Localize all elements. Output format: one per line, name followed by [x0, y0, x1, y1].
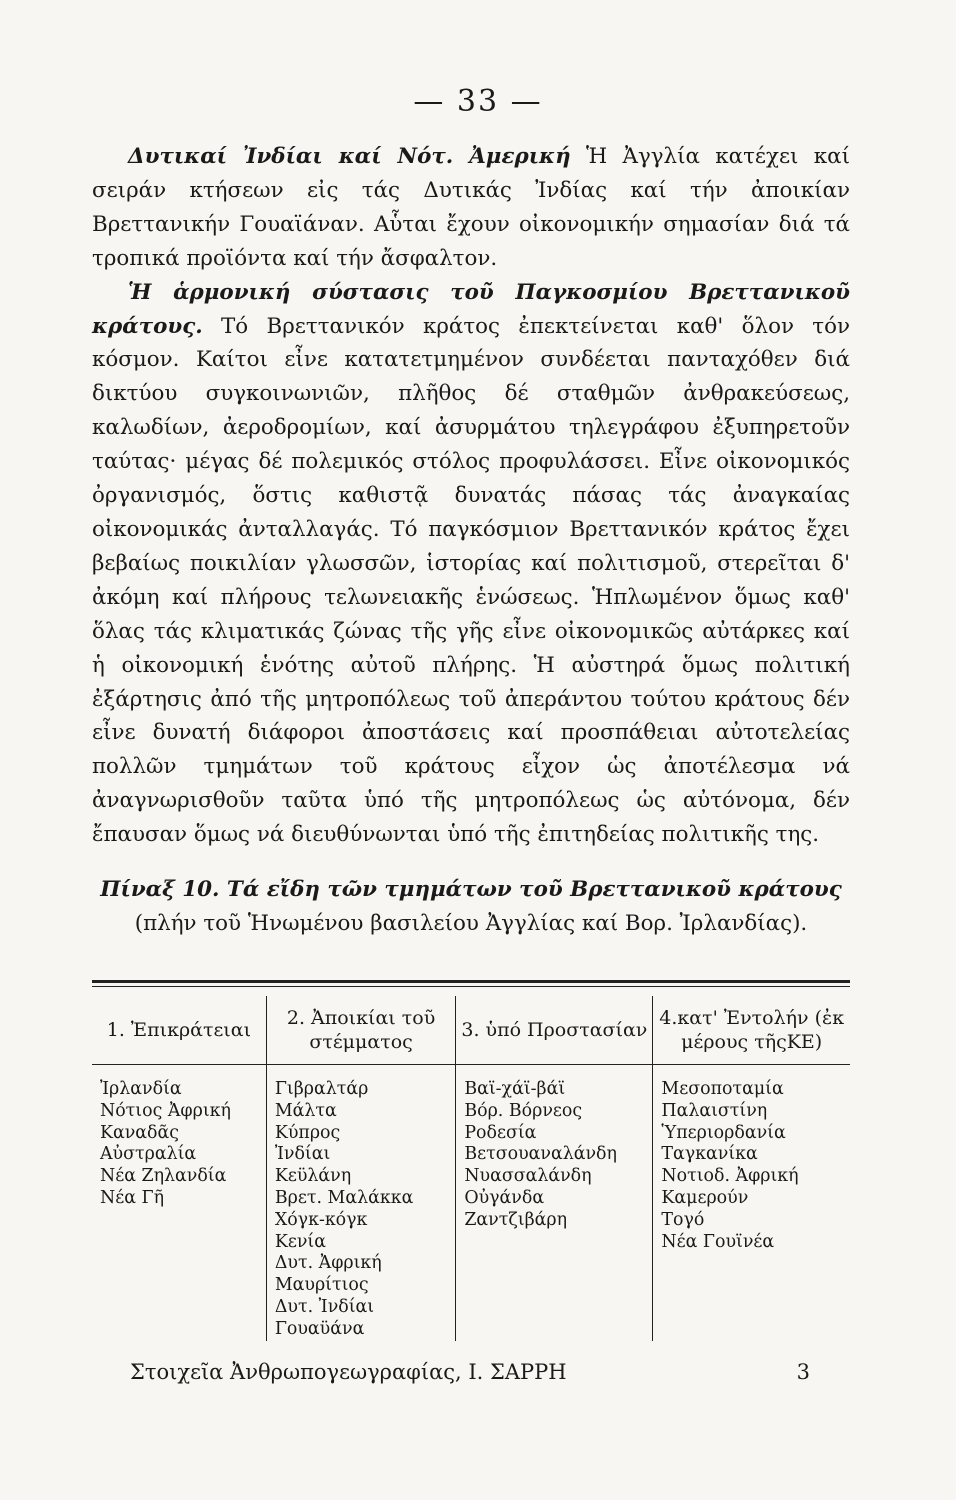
list-item: Γουαϋάνα: [274, 1318, 365, 1339]
list-item: Βόρ. Βόρνεος: [464, 1100, 583, 1121]
list-item: Μεσοποταμία: [661, 1079, 784, 1099]
list-item: Καμερούν: [661, 1187, 749, 1208]
table-top-rule-thin: [92, 986, 850, 987]
table-row: [92, 1065, 850, 1341]
list-item: Δυτ. Ἀφρική: [274, 1253, 382, 1274]
header-mandates: 4.κατ' Ἐντολήν (ἐκ μέρους τῆςΚΕ): [653, 996, 850, 1065]
list-item: Ἰνδίαι: [274, 1144, 331, 1165]
list-item: Νότιος Ἀφρική: [100, 1100, 231, 1121]
list-item: Ἰρλανδία: [100, 1079, 182, 1099]
paragraph-body: Τό Βρεττανικόν κράτος ἐπεκτείνεται καθ' ὅλον τόν κόσμον. Καίτοι εἶνε κατατετμημένον συνδέεται πανταχόθεν διά δικτύου συγκοινωνιῶν, πλῆθος δέ σταθμῶν ἀνθρακεύσεως, καλωδίων, ἀεροδρομίων, καί ἀσυρμάτου τηλεγράφου ἐξυπηρετοῦν ταύτας· μέγας δέ πολεμικός στόλος προφυλάσσει. Εἶνε οἰκονομικός ὀργανισμός, ὅστις καθιστᾷ δυνατάς πάσας τάς ἀναγκαίας οἰκονομικάς ἀνταλλαγάς. Τό παγκόσμιον Βρεττανικόν κράτος ἔχει βεβαίως ποικιλίαν γλωσσῶν, ἱστορίας καί πολιτισμοῦ, στερεῖται δ' ἀκόμη καί πλήρους τελωνειακῆς ἑνώσεως. Ἡπλωμένον ὅμως καθ' ὅλας τάς κλιματικάς ζώνας τῆς γῆς εἶνε οἰκονομικῶς αὐτάρκες καί ἡ οἰκονομική ἑνότης αὐτοῦ πλήρης. Ἡ αὐστηρά ὅμως πολιτική ἐξάρτησις ἀπό τῆς μητροπόλεως τοῦ ἀπεράντου τούτου κράτους δέν εἶνε δυνατή διάφοροι ἀποστάσεις καί προσπάθειαι αὐτοτελείας πολλῶν τμημάτων τοῦ κράτους εἶχον ὡς ἀποτέλεσμα νά ἀναγνωρισθοῦν ταῦτα ὑπό τῆς μητροπόλεως ὡς αὐτόνομα, δέν ἔπαυσαν ὅμως νά διευθύνωνται ὑπό τῆς ἐπιτηδείας πολιτικῆς της.: [92, 313, 850, 848]
list-item: Βρετ. Μαλάκκα: [274, 1187, 414, 1208]
list-item: Ταγκανίκα: [661, 1144, 758, 1165]
paragraph-body: Ἡ Ἀγγλία κατέχει καί σειράν κτήσεων εἰς τάς Δυτικάς Ἰνδίας καί τήν ἀποικίαν Βρεττανικήν Γουαϊάναν. Αὗται ἔχουν οἰκονομικήν σημασίαν διά τά τροπικά προϊόντα καί τήν ἄσφαλτον.: [92, 144, 850, 271]
list-item: Μαυρίτιος: [274, 1275, 369, 1296]
column-crown-colonies: [266, 1065, 456, 1341]
paragraph-heading: Δυτικαί Ἰνδίαι καί Νότ. Ἀμερική: [128, 144, 571, 169]
list-item: Οὐγάνδα: [464, 1187, 545, 1208]
list-item: Καναδᾶς: [100, 1122, 180, 1143]
column-dominions: [92, 1065, 266, 1341]
paragraph-heading: Ἡ ἁρμονική σύστασις τοῦ Παγκοσμίου Βρεττανικοῦ κράτους.: [92, 279, 850, 339]
list-item: Κενία: [274, 1231, 326, 1252]
list-item: Νέα Γουϊνέα: [661, 1231, 775, 1252]
column-mandates: [653, 1065, 850, 1341]
list-item: Κύπρος: [274, 1122, 341, 1143]
list-item: Αὐστραλία: [100, 1144, 197, 1165]
column-protectorates: [456, 1065, 653, 1341]
list-item: Μάλτα: [274, 1100, 337, 1121]
footer-title: Στοιχεῖα Ἀνθρωπογεωγραφίας, Ι. ΣΑΡΡΗ: [130, 1360, 567, 1384]
list-item: Κεϋλάνη: [274, 1166, 352, 1187]
page-number: — 33 —: [413, 84, 543, 119]
footer-signature: 3: [796, 1360, 810, 1384]
list-item: Βαϊ-χάϊ-βάϊ: [464, 1079, 566, 1099]
body-text: [92, 140, 850, 852]
list-item: Νέα Γῆ: [100, 1187, 164, 1208]
list-item: Νοτιοδ. Ἀφρική: [661, 1166, 799, 1187]
list-item: Βετσουαναλάνδη: [464, 1144, 617, 1165]
list-item: Τογό: [661, 1209, 705, 1230]
list-item: Νέα Ζηλανδία: [100, 1166, 227, 1187]
list-item: Νυασσαλάνδη: [464, 1166, 592, 1187]
paragraph-west-indies: [92, 140, 850, 276]
list-item: Ζαντζιβάρη: [464, 1209, 568, 1230]
table-caption: [92, 873, 850, 941]
list-item: Γιβραλτάρ: [274, 1079, 369, 1099]
list-item: Ὑπεριορδανία: [661, 1122, 786, 1143]
list-item: Δυτ. Ἰνδίαι: [274, 1296, 375, 1317]
list-item: Ροδεσία: [464, 1122, 537, 1143]
header-dominions: 1. Ἐπικράτειαι: [92, 996, 266, 1065]
list-item: Παλαιστίνη: [661, 1100, 768, 1121]
table-header-row: [92, 996, 850, 1065]
paragraph-empire-structure: [92, 276, 850, 852]
header-protectorates: 3. ὑπό Προστασίαν: [456, 996, 653, 1065]
caption-rest: (πλήν τοῦ Ἡνωμένου βασιλείου Ἀγγλίας καί Βορ. Ἰρλανδίας).: [134, 911, 808, 936]
empire-kinds-table: [92, 996, 850, 1341]
table-top-rule: [92, 980, 850, 983]
list-item: Χόγκ-κόγκ: [274, 1209, 368, 1230]
caption-title: Πίναξ 10. Τά εἴδη τῶν τμημάτων τοῦ Βρεττανικοῦ κράτους: [100, 877, 842, 902]
header-crown-colonies: 2. Ἀποικίαι τοῦ στέμματος: [266, 996, 456, 1065]
page-footer: [130, 1360, 810, 1384]
